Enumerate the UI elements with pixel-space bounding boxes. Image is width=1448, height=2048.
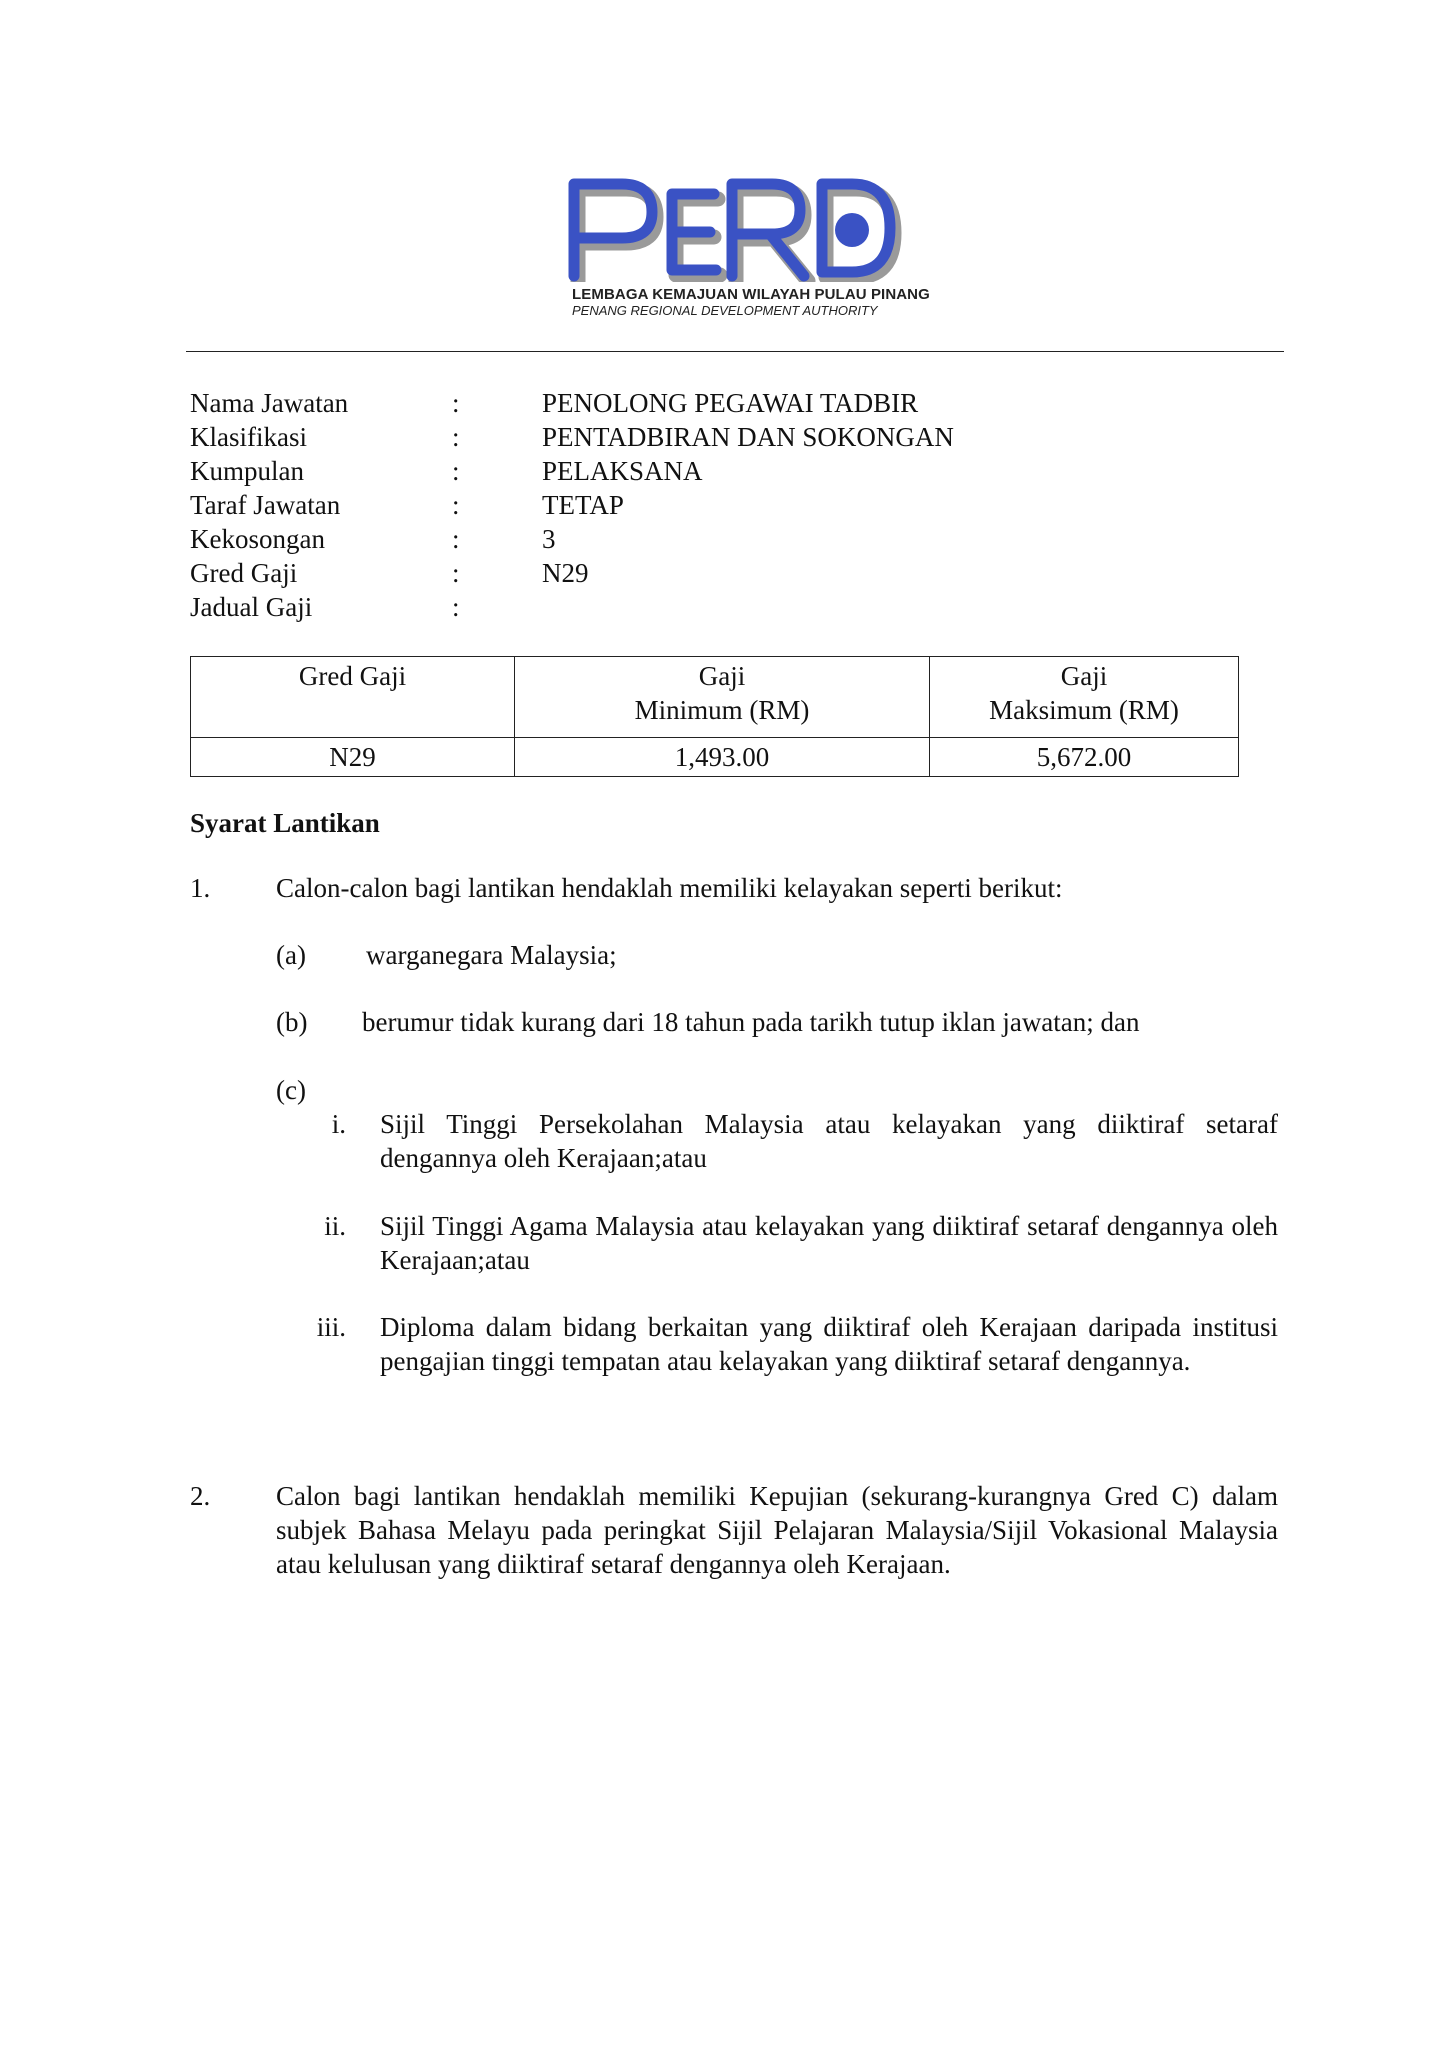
item-text: Calon bagi lantikan hendaklah memiliki Kepujian (sekurang-kurangnya Gred C) dalam subjek Bahasa Melayu pada peringkat Sijil Pelajaran Malaysia/Sijil Vokasional Malaysia atau kelulusan yang diiktiraf setaraf dengannya oleh Kerajaan. [276,1481,1278,1579]
salary-table [190,656,1239,777]
field-colon: : [452,455,460,486]
field-colon: : [452,557,460,588]
field-label: Nama Jawatan [190,387,349,418]
option-marker: iii. [316,1312,346,1342]
header-line: Gaji [698,661,746,691]
field-nama-jawatan [190,386,1090,420]
option-marker: i. [331,1109,346,1139]
table-cell: 5,672.00 [930,738,1239,777]
option-text: Sijil Tinggi Persekolahan Malaysia atau kelayakan yang diiktiraf setaraf dengannya oleh Kerajaan;atau [380,1109,1278,1173]
field-label: Jadual Gaji [190,591,313,622]
header-gaji-maksimum [930,657,1239,738]
field-kumpulan [190,454,1090,488]
header-divider [186,351,1284,352]
field-value: N29 [542,557,589,588]
option-text: Diploma dalam bidang berkaitan yang diiktiraf oleh Kerajaan daripada institusi pengajian tinggi tempatan atau kelayakan yang diiktiraf setaraf dengannya. [380,1312,1278,1376]
section-heading: Syarat Lantikan [190,808,380,838]
field-colon: : [452,421,460,452]
option-marker: ii. [324,1211,346,1241]
header-line: Maksimum (RM) [989,695,1179,725]
subitem-marker: (a) [276,940,306,970]
header-line: Gred Gaji [298,661,407,691]
perda-logo [560,172,930,322]
field-colon: : [452,387,460,418]
field-label: Kekosongan [190,523,325,554]
table-header-row [191,657,1239,738]
field-label: Klasifikasi [190,421,307,452]
logo-subtitle-malay: LEMBAGA KEMAJUAN WILAYAH PULAU PINANG [572,286,930,303]
logo-subtitle-english: PENANG REGIONAL DEVELOPMENT AUTHORITY [572,303,878,318]
subitem-text: warganegara Malaysia; [366,940,617,970]
item-text: Calon-calon bagi lantikan hendaklah memiliki kelayakan seperti berikut: [276,873,1063,903]
field-value: PENOLONG PEGAWAI TADBIR [542,387,919,418]
option-text: Sijil Tinggi Agama Malaysia atau kelayakan yang diiktiraf setaraf dengannya oleh Kerajaan;atau [380,1211,1278,1275]
field-label: Kumpulan [190,455,304,486]
header-gaji-minimum [515,657,930,738]
field-label: Taraf Jawatan [190,489,341,520]
subitem-marker: (c) [276,1075,306,1105]
field-colon: : [452,523,460,554]
table-cell: N29 [191,738,515,777]
field-jadual-gaji [190,590,1090,624]
field-value: PENTADBIRAN DAN SOKONGAN [542,421,954,452]
logo-dot-icon [835,213,869,247]
field-value: 3 [542,523,556,554]
subitem-text: berumur tidak kurang dari 18 tahun pada tarikh tutup iklan jawatan; dan [362,1007,1140,1037]
field-kekosongan [190,522,1090,556]
header-line: Gaji [1060,661,1108,691]
field-colon: : [452,591,460,622]
field-value: TETAP [542,489,624,520]
field-colon: : [452,489,460,520]
table-row [191,738,1239,777]
subitem-marker: (b) [276,1007,308,1037]
table-cell: 1,493.00 [515,738,930,777]
item-number: 2. [190,1481,211,1511]
field-label: Gred Gaji [190,557,298,588]
field-gred-gaji [190,556,1090,590]
item-number: 1. [190,873,211,903]
perda-wordmark-icon [560,172,910,282]
header-line: Minimum (RM) [634,695,810,725]
field-taraf-jawatan [190,488,1090,522]
job-details [190,386,1090,624]
header-gred-gaji [191,657,515,738]
field-klasifikasi [190,420,1090,454]
field-value: PELAKSANA [542,455,703,486]
